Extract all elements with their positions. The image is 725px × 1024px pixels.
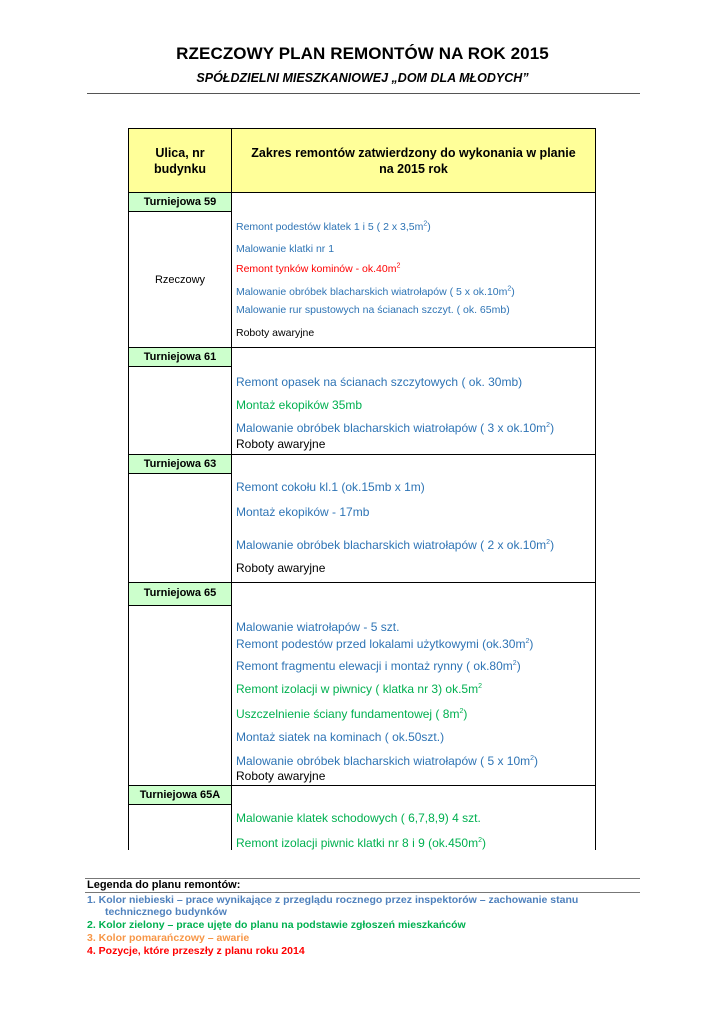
list-item: Remont podestów przed lokalami użytkowymi $(ok.30m^2)$	[236, 637, 534, 651]
legend-item-blue-cont: technicznego budynków	[105, 906, 227, 918]
list-item: Roboty awaryjne	[236, 437, 326, 451]
list-item: Roboty awaryjne	[236, 327, 315, 339]
street-turniejowa-59: Turniejowa 59	[129, 193, 231, 211]
list-item: Remont opasek na ścianach szczytowych ( ok. 30mb)	[236, 375, 523, 389]
column-header-street-line2: budynku	[153, 162, 207, 176]
column-header-scope	[232, 129, 595, 192]
column-header-street	[129, 129, 231, 192]
list-item: Malowanie obróbek blacharskich wiatrołapów ( 2 x $ok.10m^2$)	[236, 538, 555, 552]
list-item: Malowanie klatki nr 1	[236, 243, 335, 255]
list-item: Roboty awaryjne	[236, 561, 326, 575]
list-item: Malowanie obróbek blacharskich wiatrołapów ( 5 x $10m^2$)	[236, 754, 539, 768]
street-turniejowa-61: Turniejowa 61	[129, 348, 231, 366]
list-item: Montaż ekopików 35mb	[236, 398, 363, 412]
page-subtitle: SPÓŁDZIELNI MIESZKANIOWEJ „DOM DLA MŁODYCH”	[196, 71, 529, 85]
list-item: Remont tynków kominów - $ok.40m^2$	[236, 262, 401, 275]
page-title: RZECZOWY PLAN REMONTÓW NA ROK 2015	[176, 44, 549, 63]
list-item: Uszczelnienie ściany fundamentowej ( $8m^2$)	[236, 707, 468, 721]
street-turniejowa-65: Turniejowa 65	[129, 583, 231, 605]
street-turniejowa-63: Turniejowa 63	[129, 455, 231, 473]
list-item: Malowanie wiatrołapów - 5 szt.	[236, 620, 400, 634]
list-item: Montaż ekopików - 17mb	[236, 505, 370, 519]
legend-title: Legenda do planu remontów:	[87, 879, 241, 891]
street-turniejowa-65a: Turniejowa 65A	[129, 786, 231, 804]
legend-divider-bottom	[85, 892, 640, 893]
legend-item-red: 4. Pozycje, które przeszły z planu roku 2014	[87, 945, 305, 957]
legend-item-green: 2. Kolor zielony – prace ujęte do planu na podstawie zgłoszeń mieszkańców	[87, 919, 466, 931]
column-header-scope-line2: na 2015 rok	[379, 162, 448, 176]
legend-item-blue: 1. Kolor niebieski – prace wynikające z przeglądu rocznego przez inspektorów – zachowanie stanu	[87, 894, 579, 906]
legend-item-orange: 3. Kolor pomarańczowy – awarie	[87, 932, 250, 944]
list-item: Remont podestów klatek 1 i 5 ( 2 x $3,5m^2$)	[236, 220, 431, 233]
list-item: Malowanie rur spustowych na ścianach szczyt. ( ok. 65mb)	[236, 304, 510, 316]
column-header-scope-line1: Zakres remontów zatwierdzony do wykonania w planie	[251, 146, 576, 160]
list-item: Remont cokołu kl.1 (ok.15mb x 1m)	[236, 480, 425, 494]
section-note: Rzeczowy	[154, 274, 206, 286]
column-header-street-line1: Ulica, nr	[155, 146, 205, 160]
list-item: Remont izolacji piwnic klatki nr 8 i 9 $(ok.450m^2)$	[236, 836, 486, 850]
list-item: Roboty awaryjne	[236, 769, 326, 783]
list-item: Remont izolacji w piwnicy ( klatka nr 3) $ok.5m^2$	[236, 682, 482, 696]
list-item: Montaż siatek na kominach ( ok.50szt.)	[236, 730, 445, 744]
title-divider	[87, 93, 640, 94]
list-item: Malowanie klatek schodowych ( 6,7,8,9) 4 szt.	[236, 811, 481, 825]
list-item: Malowanie obróbek blacharskich wiatrołapów ( 5 x $ok.10m^2$)	[236, 285, 515, 298]
list-item: Remont fragmentu elewacji i montaż rynny ( $ok.80m^2$)	[236, 659, 521, 673]
list-item: Malowanie obróbek blacharskich wiatrołapów ( 3 x $ok.10m^2$)	[236, 421, 555, 435]
